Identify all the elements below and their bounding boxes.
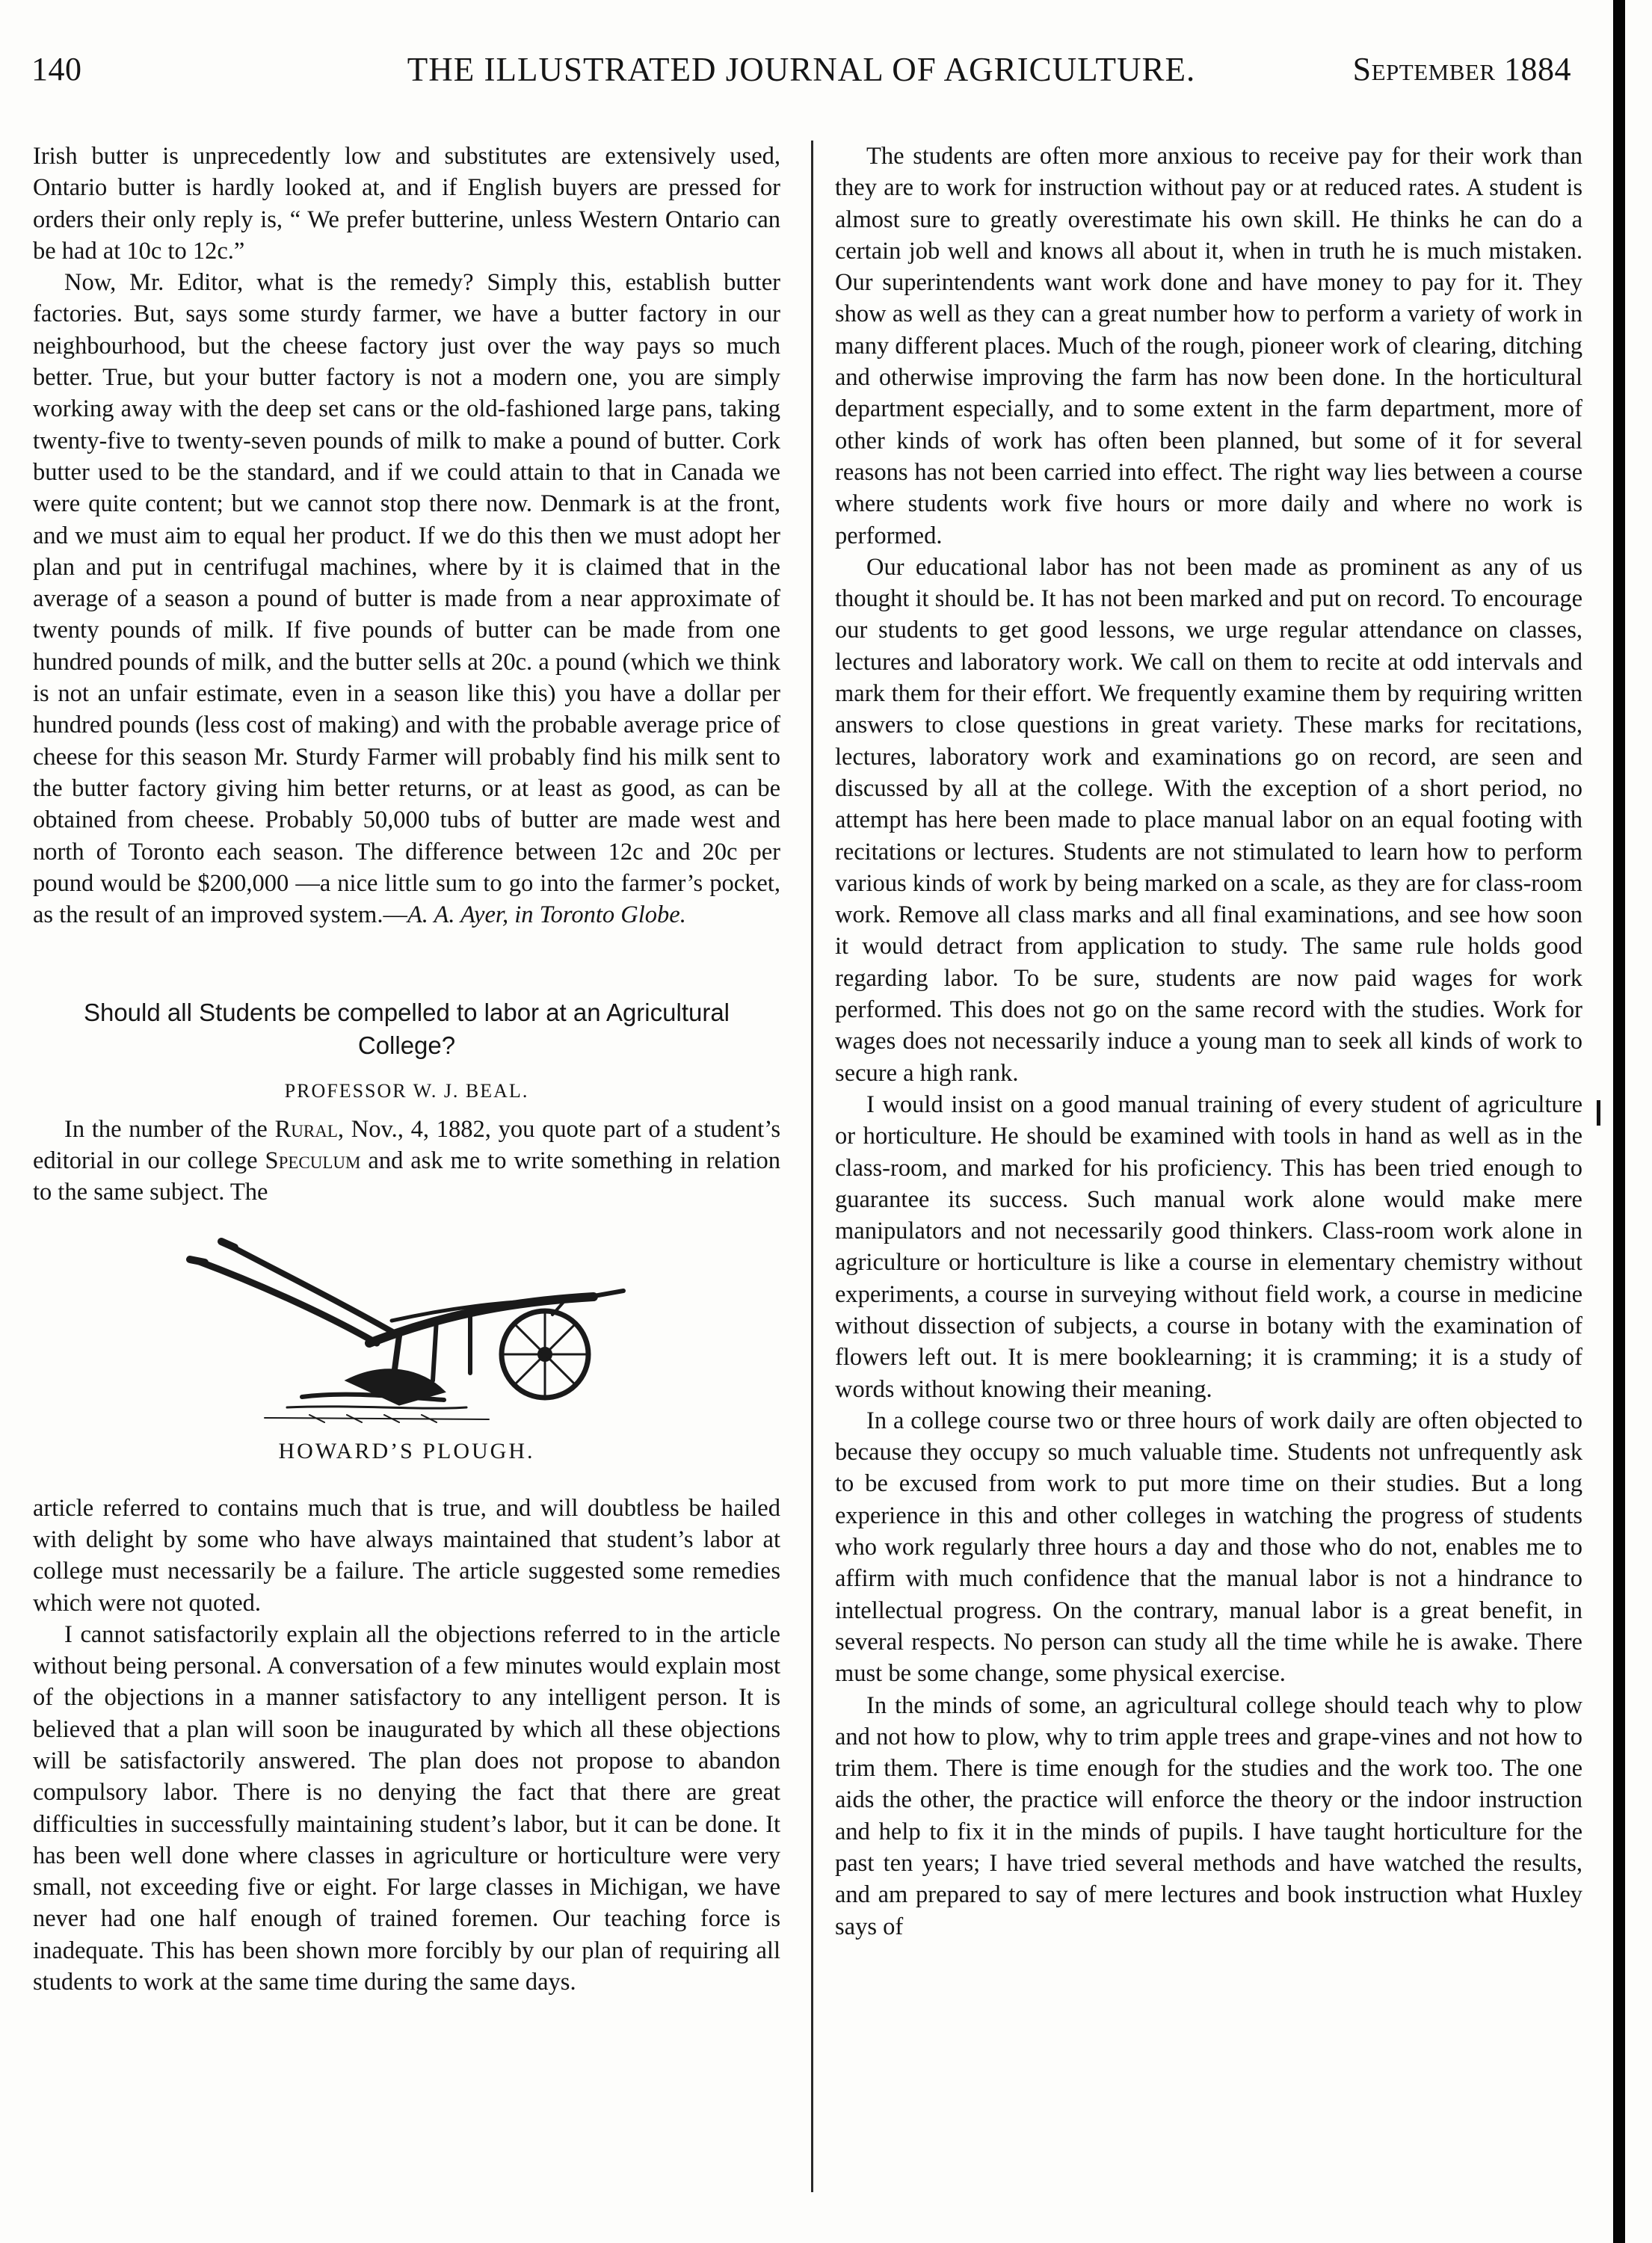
right-column — [835, 141, 1582, 2203]
left-column — [33, 141, 780, 2203]
paragraph: Our educational labor has not been made as prominent as any of us thought it should be. It has not been marked and put on record. To encourage our students to get good lessons, we urge regular attendance on classes, lectures and laboratory work. We call on them to recite at odd intervals and mark them for their effort. We frequently examine them by requiring written answers to close questions in great variety. These marks for recitations, lectures, laboratory work and examinations go on record, are seen and discussed by all at the college. With the exception of a short period, no attempt has here been made to place manual labor on an equal footing with recitations or lectures. Students are not stimulated to learn how to perform various kinds of work by being marked on a scale, as they are for class-room work. Remove all class marks and all final examinations, and see how soon it would detract from application to study. The same rule holds good regarding labor. To be sure, students are now paid wages for work performed. This does not go on the same record with the studies. Work for wages does not necessarily induce a young man to seek all kinds of work to secure a high rank. — [835, 553, 1582, 1087]
page-header — [31, 43, 1571, 96]
journal-title: THE ILLUSTRATED JOURNAL OF AGRICULTURE. — [407, 51, 1196, 88]
paragraph: The students are often more anxious to receive pay for their work than they are to work for instruction without pay or at reduced rates. A student is almost sure to greatly overestimate his own skill. He thinks he can do a certain job well and knows all about it, when in truth he is much mistaken. Our superintendents want work done and have money to pay for it. They show as well as they can a great number how to perform a variety of work in many different places. Much of the rough, pioneer work of clearing, ditching and otherwise improving the farm has now been done. In the horticultural department especially, and to some extent in the farm department, more of other kinds of work has often been planned, but some of it for several reasons has not been carried into effect. The right way lies between a course where students work five hours or more daily and where no work is performed. — [835, 143, 1582, 549]
paragraph-text: In the number of the — [64, 1115, 275, 1143]
page-edge-border — [1613, 0, 1625, 2243]
article-author: PROFESSOR W. J. BEAL. — [284, 1080, 529, 1102]
paragraph-text: Now, Mr. Editor, what is the remedy? Simply this, establish butter factories. But, says some sturdy farmer, we have a butter factory in our neighbourhood, but the cheese factory just over the way pays so much better. True, but your butter factory is not a modern one, you are simply working away with the deep set cans or the old-fashioned large pans, taking twenty-five to twenty-seven pounds of milk to make a pound of butter. Cork butter used to be the standard, and if we could attain to that in Canada we were quite content; but we cannot stop there now. Denmark is at the front, and we must aim to equal her product. If we do this then we must adopt her plan and put in centrifugal machines, where by it is claimed that in the average of a season a pound of butter is made from a near approximate of twenty pounds of milk. If five pounds of butter can be made from one hundred pounds of milk, and the butter sells at 20c. a pound (which we think is not an unfair estimate, even in a season like this) you have a dollar per hundred pounds (less cost of making) and with the probable average price of cheese for this season Mr. Sturdy Farmer will probably find his milk sent to the butter factory giving him better returns, or at least as good, as can be obtained from cheese. Probably 50,000 tubs of butter are made west and north of Toronto each season. The difference between 12c and 20c per pound would be $200,000 —a nice little sum to go into the farmer’s pocket, as the result of an improved system.— — [33, 269, 780, 929]
column-divider — [811, 141, 813, 2192]
publication-name: Speculum — [265, 1147, 361, 1175]
paragraph: I would insist on a good manual training of every student of agriculture or horticulture. He should be examined with tools in hand as well as in the class-room, and marked for his proficiency. This has been tried enough to guarantee its success. Such manual work alone would make mere manipulators and not necessarily good thinkers. Class-room work alone in agriculture or horticulture is like a course in elementary chemistry without experiments, a course in surveying without field work, a course in medicine without dissection of subjects, a course in botany with the examination of flowers left out. It is mere booklearning; it is cramming; it is a study of words without knowing their meaning. — [835, 1090, 1582, 1403]
paragraph-text: and ask me to write something in relation to the same subject. The — [33, 1147, 780, 1206]
paragraph: article referred to contains much that is true, and will doubtless be hailed with delight by some who have always maintained that student’s labor at college must necessarily be a failure. The article suggested some remedies which were not quoted. — [33, 1494, 780, 1617]
paragraph: In the minds of some, an agricultural college should teach why to plow and not how to plow, why to trim apple trees and grape-vines and not how to trim them. There is time enough for the studies and the work too. The one aids the other, the practice will enforce the theory or the indoor instruction and help to fix it in the minds of pupils. I have taught horticulture for the past ten years; I have tried several methods and have watched the results, and am prepared to say of mere lectures and book instruction what Huxley says of — [835, 1691, 1582, 1940]
publication-name: Rural — [274, 1115, 338, 1143]
article-signature: A. A. Ayer, in Toronto Globe. — [407, 901, 686, 929]
paragraph: Irish butter is unprecedently low and substitutes are extensively used, Ontario butter is hardly looked at, and if English buyers are pressed for orders their only reply is, “ We prefer butterine, unless Western Ontario can be had at 10c to 12c.” — [33, 143, 780, 265]
issue-date: September 1884 — [1352, 51, 1571, 87]
paragraph — [33, 1114, 780, 1209]
paragraph: In a college course two or three hours of work daily are often objected to because they occupy so much valuable time. Students not unfrequently ask to be excused from work to put more time on their studies. But a long experience in this and other colleges in watching the progress of students who work regularly three hours a day and those who do not, enables me to affirm with much confidence that the manual labor is not a hindrance to intellectual progress. On the contrary, manual labor is a great benefit, in several respects. No person can study all the time while he is awake. There must be some change, some physical exercise. — [835, 1407, 1582, 1688]
plough-figure — [33, 1218, 780, 1487]
edge-mark — [1597, 1100, 1600, 1126]
plough-illustration — [175, 1231, 638, 1433]
paragraph-text: , Nov., 4, 1882, you quote part of a student’s editorial in our college — [33, 1115, 780, 1175]
paragraph: I cannot satisfactorily explain all the objections referred to in the article without being personal. A conversation of a few minutes would explain most of the objections in a manner satisfactory to any intelligent person. It is believed that a plan will soon be inaugurated by which all these objections will be satisfactorily answered. The plan does not propose to abandon compulsory labor. There is no denying the fact that there are great difficulties in successfully maintaining student’s labor, but it can be done. It has been well done where classes in agriculture or horticulture were very small, not exceeding five or eight. For large classes in Michigan, we have never had one half enough of trained foremen. Our teaching force is inadequate. This has been shown more forcibly by our plan of requiring all students to work at the same time during the same days. — [33, 1620, 780, 1996]
figure-caption: HOWARD’S PLOUGH. — [278, 1438, 535, 1463]
article-heading: Should all Students be compelled to labor at an Agricultural College? — [83, 999, 730, 1060]
paragraph — [33, 267, 780, 931]
page-number: 140 — [31, 51, 82, 87]
